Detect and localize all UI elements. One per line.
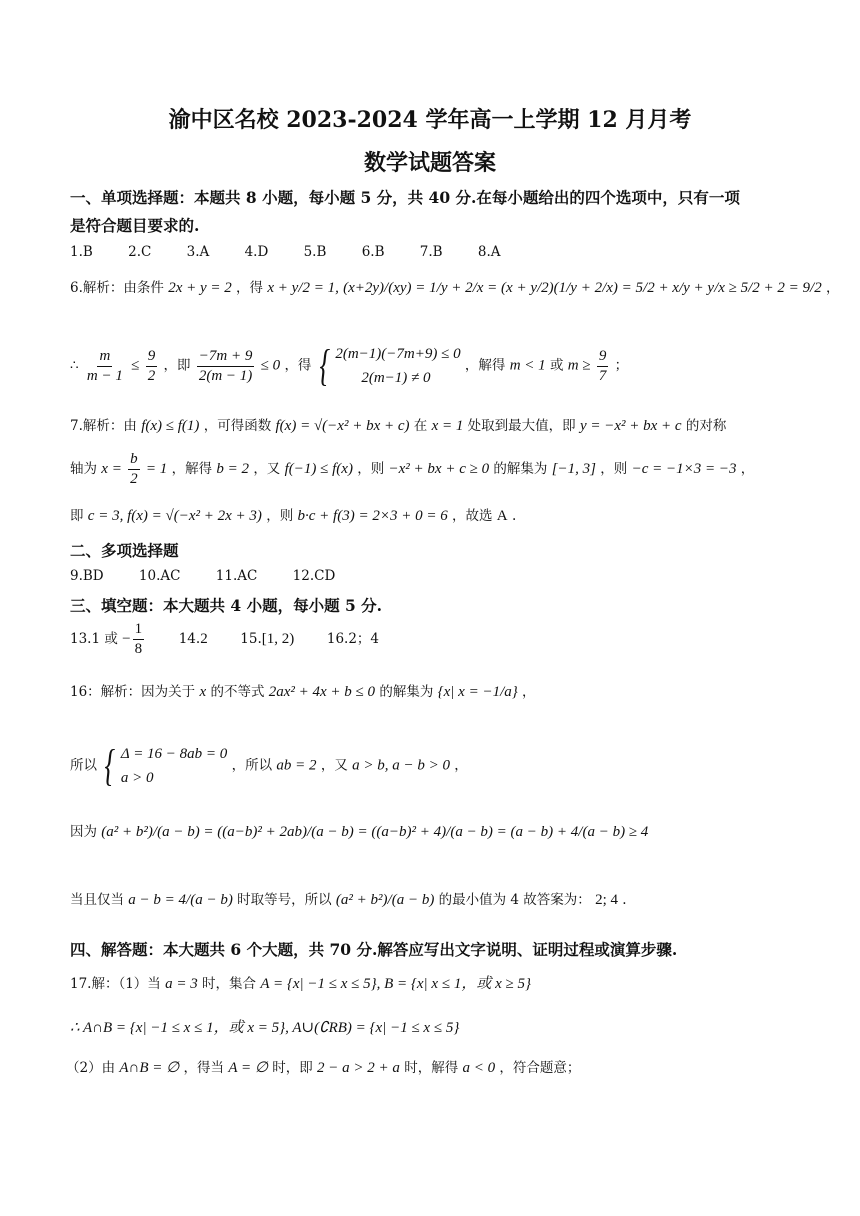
q16-text: 因为 — [70, 824, 97, 840]
q6-fraction: $\frac{m}{m - 1}$ — [86, 347, 123, 384]
q6-math: x + y/2 = 1, — [267, 280, 339, 296]
section-2-answers — [70, 568, 366, 584]
q17-math: A∩B = ∅ — [119, 1060, 180, 1076]
q7-math: y = −x² + bx + c — [579, 418, 682, 434]
q16-math: ab = 2 — [276, 757, 317, 774]
q6-text: 6.解析：由条件 — [70, 280, 164, 296]
q7-text: 在 — [413, 418, 428, 434]
q17-text: 17.解：（1）当 — [70, 976, 161, 992]
answer-item: 4.D — [244, 244, 269, 260]
q6-text: ，即 — [163, 357, 191, 374]
answer-14-value: 2 — [200, 631, 208, 647]
answer-15: 15. — [240, 631, 262, 647]
document-subtitle: 数学试题答案 — [363, 150, 496, 176]
q7-math: f(−1) ≤ f(x) — [284, 461, 353, 477]
answer-item: 12.CD — [292, 568, 336, 584]
q17-solution-line-2 — [70, 1016, 459, 1037]
q16-text: 当且仅当 — [70, 892, 124, 908]
document-title: 渝中区名校 2023-2024 学年高一上学期 12 月月考 — [168, 107, 692, 133]
q6-math: 2x + y = 2 — [168, 280, 232, 296]
q7-math: f(x) = √(−x² + bx + c) — [275, 418, 410, 434]
answer-13-fraction: $\frac{1}{8}$ — [134, 621, 143, 657]
q6-text: ∴ — [70, 357, 79, 374]
q17-solution-line-1 — [70, 972, 531, 993]
q7-text: ，则 — [266, 508, 294, 524]
q6-text: ，解得 — [464, 357, 506, 374]
section-1-heading-line-2: 是符合题目要求的. — [70, 216, 200, 235]
q17-text: ，得当 — [183, 1060, 225, 1076]
q7-text: ，故选 — [452, 508, 493, 524]
answer-item: 6.B — [361, 244, 385, 260]
q16-solution-line-1 — [70, 680, 536, 701]
q7-fraction: $\frac{b}{2}$ — [130, 451, 138, 487]
q16-text: 所以 — [70, 757, 97, 774]
q7-math: = 1 — [145, 461, 168, 477]
section-1-answers — [70, 244, 532, 260]
q17-text: （2）由 — [66, 1060, 116, 1076]
q17-math: A = ∅ — [228, 1060, 268, 1076]
q7-text: 的对称 — [685, 418, 727, 434]
q6-math: m < 1 — [509, 357, 546, 374]
q7-text: 的解集为 — [493, 461, 548, 477]
q6-solution-line-1 — [70, 276, 840, 297]
q7-solution-line-3 — [70, 504, 516, 525]
answer-item: 9.BD — [70, 568, 104, 584]
q16-text: 的解集为 — [379, 684, 434, 700]
q16-math: {x| x = −1/a} — [437, 684, 518, 700]
answer-item: 11.AC — [215, 568, 258, 584]
answer-item: 7.B — [419, 244, 443, 260]
q7-solution-line-2 — [70, 450, 754, 489]
q16-solution-line-4 — [70, 888, 627, 909]
q6-math: m ≥ — [567, 357, 591, 374]
q16-text: 时取等号，所以 — [237, 892, 332, 908]
system-row: a > 0 — [120, 770, 154, 786]
q17-text: 时，集合 — [202, 976, 257, 992]
q6-system: { 2(m−1)(−7m+9) ≤ 0 2(m−1) ≠ 0 — [319, 341, 461, 390]
section-3-heading: 三、填空题：本大题共 4 小题，每小题 5 分. — [70, 596, 383, 615]
q17-math: a = 3 — [165, 976, 198, 992]
q7-math: x = — [101, 461, 122, 477]
q16-text: 的最小值为 4 故答案为： — [438, 892, 591, 908]
q7-math: −x² + bx + c ≥ 0 — [388, 461, 490, 477]
q6-text: ， — [826, 280, 840, 296]
q16-math: a > b, a − b > 0 — [352, 757, 450, 774]
q16-math: (a² + b²)/(a − b) — [335, 892, 435, 908]
q6-text: ，得 — [236, 280, 264, 296]
answer-item: 1.B — [70, 244, 93, 260]
answer-item: 5.B — [303, 244, 327, 260]
q7-text: ， — [740, 461, 755, 477]
q16-math: (a² + b²)/(a − b) = ((a−b)² + 2ab)/(a − b) = ((a−b)² + 4)/(a − b) = (a − b) + 4/(a − b) ≥ 4 — [101, 824, 649, 840]
q7-text: ，又 — [253, 461, 281, 477]
answer-item: 10.AC — [138, 568, 181, 584]
q7-math: −c = −1×3 = −3 — [631, 461, 737, 477]
q16-math: 2; 4 — [595, 892, 618, 908]
q7-math: c = 3, f(x) = √(−x² + 2x + 3) — [87, 508, 262, 524]
q17-text: 时，即 — [272, 1060, 313, 1076]
q16-math: x — [199, 684, 207, 700]
answer-15-value: [1, 2) — [261, 631, 295, 647]
q16-math: 2ax² + 4x + b ≤ 0 — [268, 684, 376, 700]
system-row: 2(m−1) ≠ 0 — [361, 370, 431, 386]
answer-14: 14. — [178, 631, 201, 647]
q7-text: 处取到最大值，即 — [467, 418, 576, 434]
q16-system: { Δ = 16 − 8ab = 0 a > 0 — [104, 741, 228, 790]
q6-fraction: $\frac{9}{7}$ — [598, 347, 607, 384]
q7-text: ，则 — [357, 461, 385, 477]
q6-solution-line-2: ∴ $\frac{m}{m - 1}$ ≤ $\frac{9}{2}$ ，即 $\frac{-7m + 9}{2(m - 1)}$ ≤ 0 ，得 { 2(m−1)(−7m+9) ≤ 0 2(m−1) ≠ 0 ，解得 m < 1 或 m ≥ $\frac{9}{7}$ ； — [70, 341, 629, 390]
section-1-heading-line-1: 一、单项选择题：本题共 8 小题，每小题 5 分，共 40 分.在每小题给出的四个选项中，只有一项 — [70, 188, 740, 207]
q7-math: f(x) ≤ f(1) — [141, 418, 200, 434]
q7-text: ，解得 — [171, 461, 213, 477]
q7-text: 即 — [70, 508, 84, 524]
system-row: Δ = 16 − 8ab = 0 — [120, 746, 228, 762]
q7-math: b = 2 — [216, 461, 250, 477]
answer-13: 13.1 或 — [70, 631, 118, 647]
q16-text: ， — [522, 684, 536, 700]
answer-16: 16.2；4 — [326, 631, 380, 647]
section-4-heading: 四、解答题：本大题共 6 个大题，共 70 分.解答应写出文字说明、证明过程或演算步骤. — [70, 940, 678, 959]
q7-text: ，则 — [600, 461, 628, 477]
q6-text: 或 — [549, 357, 564, 374]
q17-math: ∴ A∩B = {x| −1 ≤ x ≤ 1，或 x = 5}, A∪(∁RB) = {x| −1 ≤ x ≤ 5} — [70, 1020, 460, 1036]
q16-text: 16：解析：因为关于 — [70, 684, 196, 700]
q7-math: b·c + f(3) = 2×3 + 0 = 6 — [297, 508, 448, 524]
q7-text: . — [511, 508, 517, 524]
q16-text: ， — [454, 757, 468, 774]
q7-text: 7.解析：由 — [70, 418, 137, 434]
q17-solution-line-3 — [66, 1056, 580, 1077]
q17-text: 时，解得 — [404, 1060, 459, 1076]
q6-fraction: $\frac{-7m + 9}{2(m - 1)}$ — [198, 347, 253, 384]
q7-text: ，可得函数 — [203, 418, 272, 434]
q16-solution-line-2 — [70, 742, 468, 790]
section-2-heading: 二、多项选择题 — [70, 541, 179, 560]
q16-math: a − b = 4/(a − b) — [128, 892, 233, 908]
q6-text: ，得 — [284, 357, 312, 374]
q7-text: 轴为 — [70, 461, 97, 477]
q6-text: ； — [614, 357, 629, 374]
q7-math: x = 1 — [431, 418, 464, 434]
q17-text: ，符合题意； — [499, 1060, 581, 1076]
q17-math: a < 0 — [462, 1060, 496, 1076]
q6-math: ≤ 0 — [260, 357, 281, 374]
q16-text: 的不等式 — [210, 684, 265, 700]
q6-fraction: $\frac{9}{2}$ — [147, 347, 156, 384]
section-3-answers: 13.1 或 − $\frac{1}{8}$ 14.2 15.[1, 2) 16.2；4 — [70, 621, 380, 657]
q6-math: (x+2y)/(xy) = 1/y + 2/x = (x + y/2)(1/y + 2/x) = 5/2 + x/y + y/x ≥ 5/2 + 2 = 9/2 — [343, 280, 822, 296]
q7-solution-line-1 — [70, 414, 726, 435]
answer-item: 2.C — [128, 244, 152, 260]
answer-item: 3.A — [186, 244, 210, 260]
answer-item: 8.A — [477, 244, 501, 260]
q7-math: A — [496, 508, 508, 524]
q16-solution-line-3 — [70, 820, 648, 841]
q16-text: ，所以 — [231, 757, 273, 774]
q17-math: 2 − a > 2 + a — [317, 1060, 400, 1076]
q7-math: [−1, 3] — [551, 461, 596, 477]
q16-text: . — [622, 892, 627, 908]
system-row: 2(m−1)(−7m+9) ≤ 0 — [335, 346, 461, 362]
q17-math: A = {x| −1 ≤ x ≤ 5}, B = {x| x ≤ 1，或 x ≥ 5} — [260, 976, 531, 992]
q16-text: ，又 — [320, 757, 348, 774]
